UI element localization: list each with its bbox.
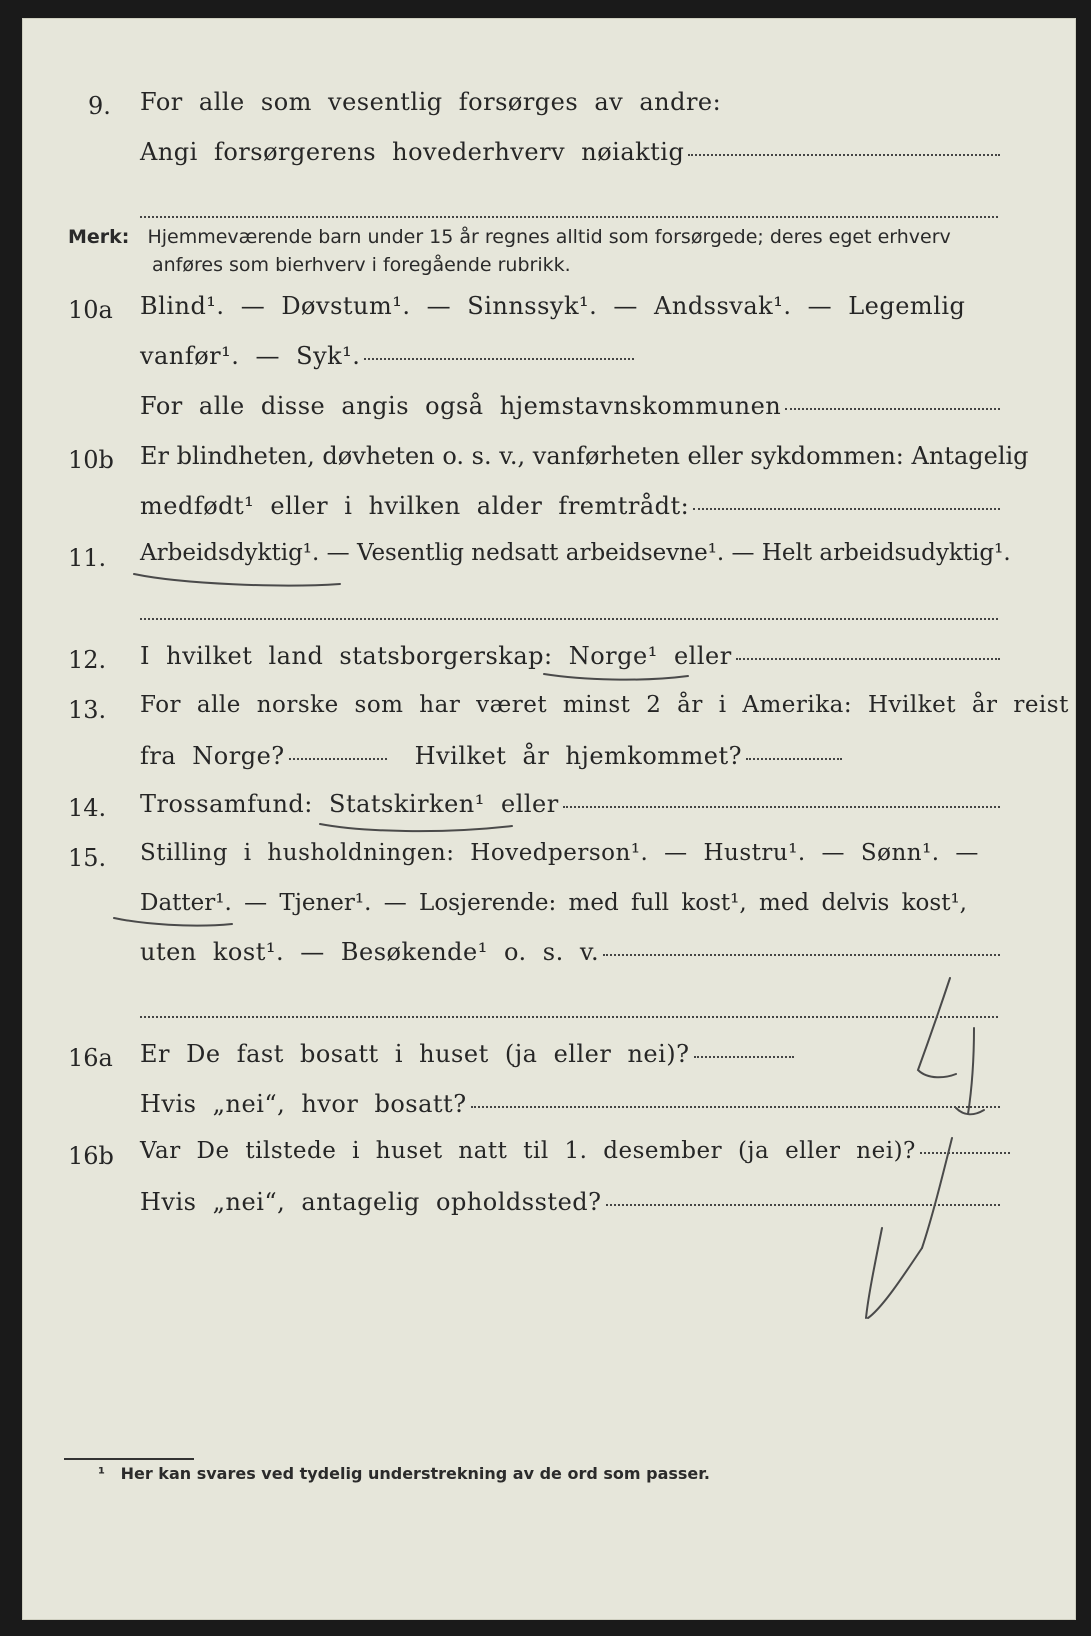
footnote-mark: ¹ [98,1464,106,1483]
underline-norge [544,674,688,680]
handwritten-ja-16b-stroke [866,1228,882,1318]
handwritten-ja-16a [918,978,956,1077]
q10a-options: Blind¹. — Døvstum¹. — Sinnssyk¹. — Andssvak¹. — Legemlig [140,292,966,320]
q16b-number: 16b [68,1142,114,1170]
merk-label: Merk: [68,226,130,248]
q15-options: Stilling i husholdningen: Hovedperson¹. — Hustru¹. — Sønn¹. — [140,840,979,866]
q12-number: 12. [68,646,107,674]
handwritten-ja-16a-stroke [968,1028,974,1114]
q10a-options-cont: vanfør¹. — Syk¹. [140,342,361,370]
census-form-page [22,18,1076,1620]
q11-options: Arbeidsdyktig¹. — Vesentlig nedsatt arbeidsevne¹. — Helt arbeidsudyktig¹. [140,540,1011,566]
q9-question: For alle som vesentlig forsørges av andre: [140,88,722,116]
q9-label: Angi forsørgerens hovederhverv nøiaktig [140,138,685,166]
q16a-number: 16a [68,1044,113,1072]
merk-line2: anføres som bierhverv i foregående rubrikk. [152,254,571,276]
q16a-question: Er De fast bosatt i huset (ja eller nei)? [140,1040,690,1068]
q15-options-cont: Datter¹. — Tjener¹. — Losjerende: med full kost¹, med delvis kost¹, [140,890,967,916]
q13-number: 13. [68,696,107,724]
pencil-marks [22,18,1076,1620]
q14-number: 14. [68,794,107,822]
q14-question: Trossamfund: Statskirken¹ eller [140,790,559,818]
footnote-text: Her kan svares ved tydelig understrekning av de ord som passer. [120,1464,710,1483]
q16b-label: Hvis „nei“, antagelig opholdssted? [140,1188,602,1216]
q16a-label: Hvis „nei“, hvor bosatt? [140,1090,467,1118]
merk-line1: Hjemmeværende barn under 15 år regnes alltid som forsørgede; deres eget erhverv [147,226,951,248]
q9-number: 9. [88,92,111,120]
underline-datter [114,918,232,926]
q13-question: For alle norske som har været minst 2 år i Amerika: Hvilket år reist [140,692,1069,718]
underline-statskirken [320,824,512,831]
underline-arbeidsdyktig [134,574,340,586]
handwritten-ja-16a-tail [956,1108,984,1114]
q13-right-label: Hvilket år hjemkommet? [414,742,743,770]
q16b-question: Var De tilstede i huset natt til 1. desember (ja eller nei)? [140,1138,916,1164]
q10a-number: 10a [68,296,113,324]
q15-number: 15. [68,844,107,872]
q15-options-end: uten kost¹. — Besøkende¹ o. s. v. [140,938,600,966]
q11-number: 11. [68,544,107,572]
q10b-label: medfødt¹ eller i hvilken alder fremtrådt: [140,492,690,520]
q13-left-label: fra Norge? [140,742,285,770]
q10b-number: 10b [68,446,114,474]
q10a-home-label: For alle disse angis også hjemstavnskommunen [140,392,782,420]
q12-question: I hvilket land statsborgerskap: Norge¹ eller [140,642,732,670]
handwritten-ja-16b [922,1138,952,1248]
q10b-question: Er blindheten, døvheten o. s. v., vanførheten eller sykdommen: Antagelig [140,442,1029,470]
